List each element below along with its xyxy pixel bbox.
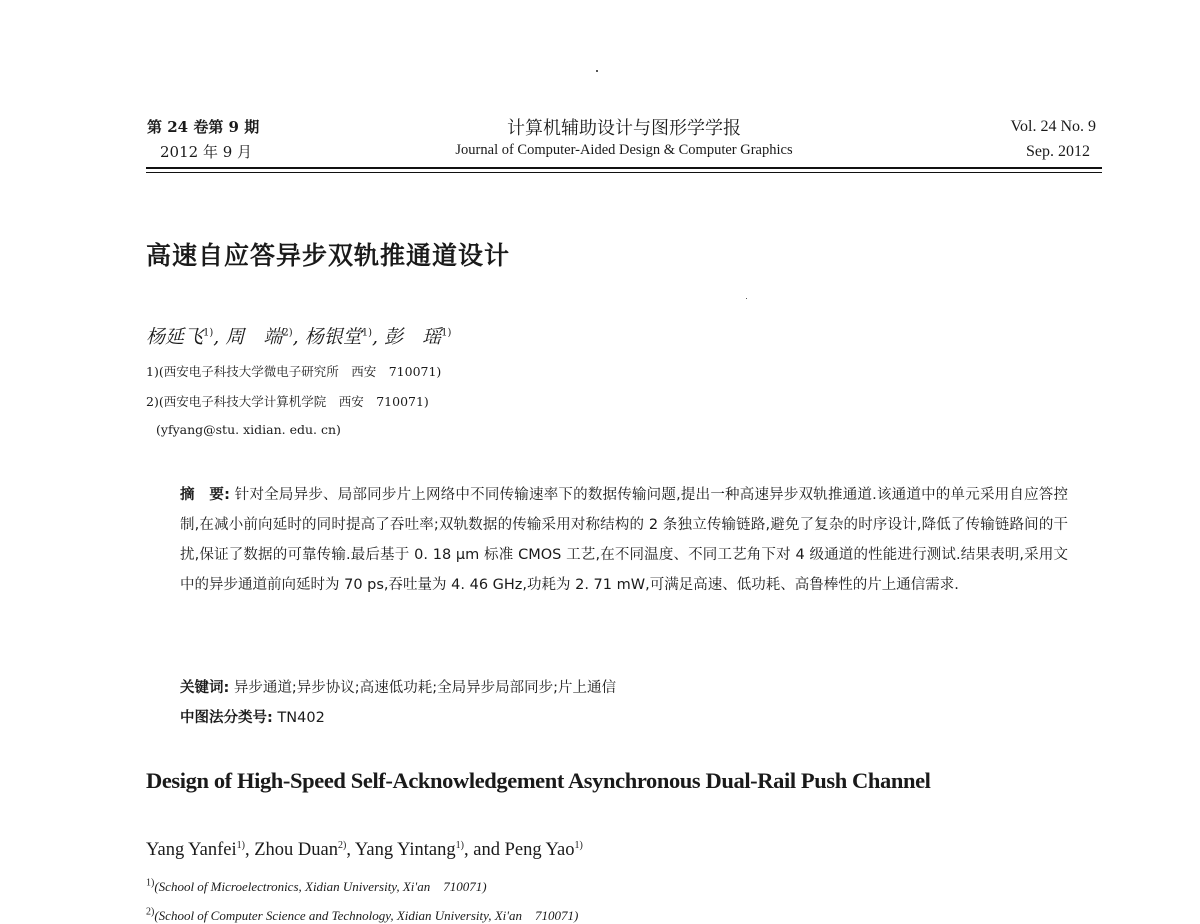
author-mark: 2) — [282, 327, 293, 339]
affiliation-mark: 2) — [146, 906, 155, 918]
keywords-label: 关键词: — [180, 680, 230, 696]
author-mark: 1) — [361, 327, 373, 339]
classification-label: 中图法分类号: — [180, 710, 273, 726]
contact-email: (yfyang@stu. xidian. edu. cn) — [156, 422, 341, 437]
journal-title-en: Journal of Computer-Aided Design & Computer Graphics — [455, 142, 793, 158]
abstract — [180, 480, 1068, 600]
abstract-label: 摘 要: — [180, 487, 230, 503]
author-mark: 1) — [236, 840, 245, 851]
author-mark: 2) — [337, 840, 347, 851]
classification-text: TN402 — [277, 710, 325, 726]
author-name-en: Yang Yanfei — [146, 840, 237, 861]
paper-title-en: Design of High-Speed Self-Acknowledgement Asynchronous Dual-Rail Push Channel — [146, 768, 931, 793]
keywords-text: 异步通道;异步协议;高速低功耗;全局异步局部同步;片上通信 — [233, 680, 616, 696]
classification — [180, 706, 325, 727]
header-rule-thin — [146, 172, 1102, 173]
issue-number: 第 24 卷第 9 期 — [147, 118, 260, 136]
header-rule-thick — [146, 167, 1102, 169]
author-name: 周 端 — [225, 326, 283, 348]
author-mark: 1) — [203, 327, 214, 339]
paper-title-cn: 高速自应答异步双轨推通道设计 — [146, 241, 511, 270]
author-list-cn: 杨延飞$^{1)}$, 周 端$^{2)}$, 杨银堂$^{1)}$, 彭 瑶$^{1)}$ — [146, 326, 452, 348]
author-name: 杨银堂 — [304, 326, 362, 348]
author-name-en: Zhou Duan — [254, 840, 338, 861]
author-name-en: and Peng Yao — [473, 840, 575, 861]
author-name-en: Yang Yintang — [354, 840, 456, 861]
affiliation-cn-2: 2)(西安电子科技大学计算机学院 西安 710071) — [146, 394, 429, 409]
affiliation-en-1 — [146, 876, 487, 895]
affiliation-text: (School of Microelectronics, Xidian University, Xi'an 710071) — [154, 879, 487, 894]
issue-date-en: Sep. 2012 — [1026, 143, 1090, 160]
author-mark: 1) — [441, 327, 452, 339]
journal-title-cn: 计算机辅助设计与图形学学报 — [507, 118, 741, 139]
volume-number: Vol. 24 No. 9 — [1010, 118, 1096, 135]
affiliation-en-2 — [146, 905, 578, 924]
author-name: 杨延飞 — [146, 326, 204, 348]
author-list-en: Yang Yanfei$^{1)}$, Zhou Duan$^{2)}$, Yang Yintang$^{1)}$, and Peng Yao$^{1)}$ — [146, 840, 583, 861]
scan-speck — [596, 70, 598, 72]
scan-speck — [746, 298, 747, 299]
affiliation-cn-1: 1)(西安电子科技大学微电子研究所 西安 710071) — [146, 364, 442, 379]
issue-date-cn: 2012 年 9 月 — [160, 143, 253, 161]
affiliation-mark: 1) — [146, 877, 155, 889]
author-mark: 1) — [574, 840, 583, 851]
abstract-text: 针对全局异步、局部同步片上网络中不同传输速率下的数据传输问题,提出一种高速异步双轨推通道.该通道中的单元采用自应答控制,在减小前向延时的同时提高了吞吐率;双轨数据的传输采用对称结构的 2 条独立传输链路,避免了复杂的时序设计,降低了传输链路间的干扰,保证了数据的可靠传输.最后基于 0. 18 μm 标准 CMOS 工艺,在不同温度、不同工艺角下对 4 级通道的性能进行测试.结果表明,采用文中的异步通道前向延时为 70 ps,吞吐量为 4. 46 GHz,功耗为 2. 71 mW,可满足高速、低功耗、高鲁棒性的片上通信需求. — [180, 487, 1068, 593]
author-name: 彭 瑶 — [384, 326, 442, 348]
author-mark: 1) — [455, 840, 464, 851]
affiliation-text: (School of Computer Science and Technology, Xidian University, Xi'an 710071) — [154, 908, 579, 923]
keywords — [180, 676, 616, 697]
